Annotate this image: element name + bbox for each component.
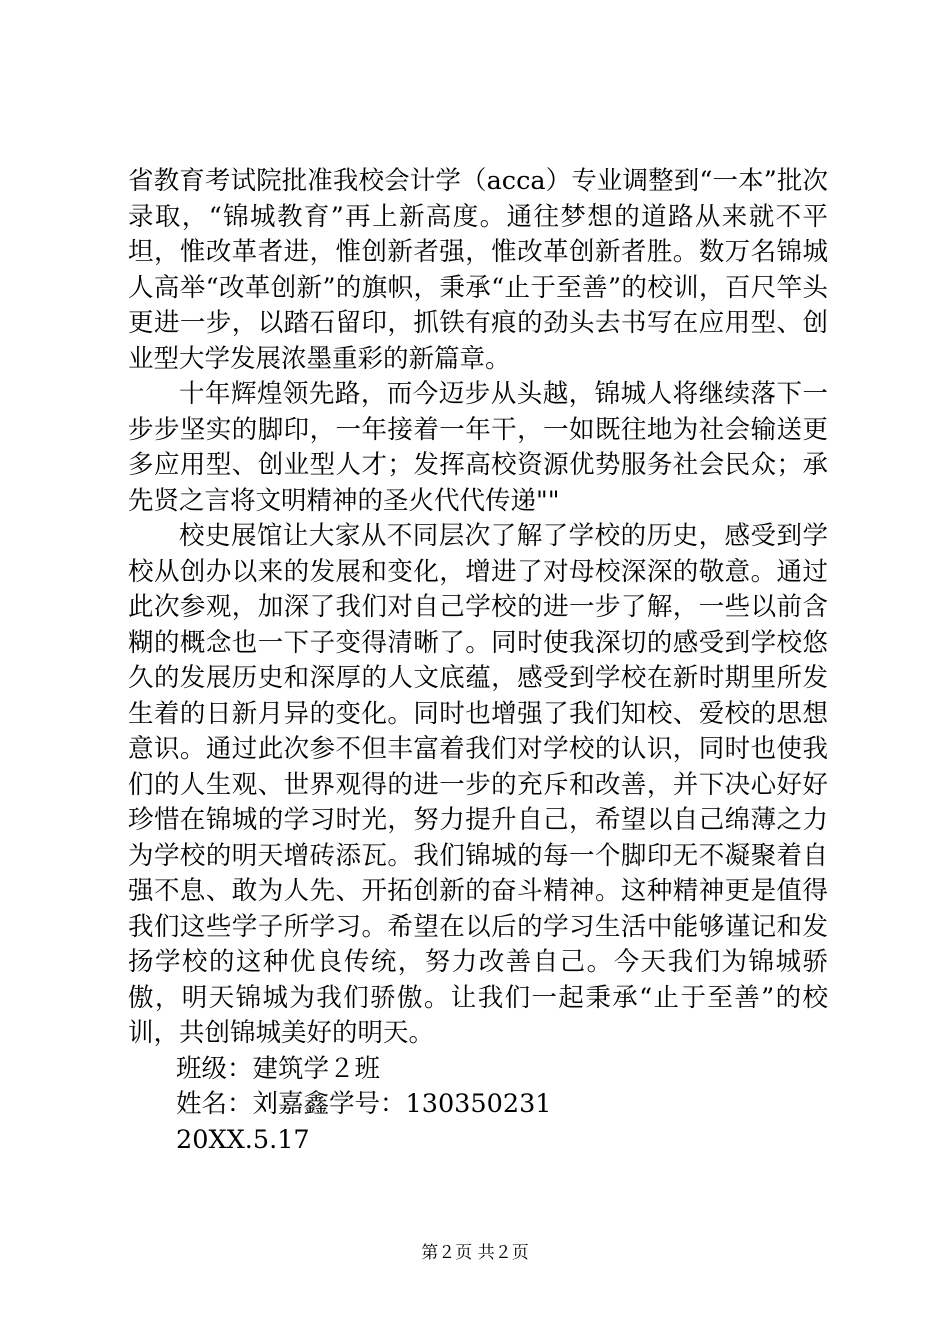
paragraph-3: 校史展馆让大家从不同层次了解了学校的历史，感受到学校从创办以来的发展和变化，增进了对母校深深的敬意。通过此次参观，加深了我们对自己学校的进一步了解，一些以前含糊的概念也一下子变得清晰了。同时使我深切的感受到学校悠久的发展历史和深厚的人文底蕴，感受到学校在新时期里所发生着的日新月异的变化。同时也增强了我们知校、爱校的思想意识。通过此次参不但丰富着我们对学校的认识，同时也使我们的人生观、世界观得的进一步的充斥和改善，并下决心好好珍惜在锦城的学习时光，努力提升自己，希望以自己绵薄之力为学校的明天增砖添瓦。我们锦城的每一个脚印无不凝聚着自强不息、敢为人先、开拓创新的奋斗精神。这种精神更是值得我们这些学子所学习。希望在以后的学习生活中能够谨记和发扬学校的这种优良传统，努力改善自己。今天我们为锦城骄傲，明天锦城为我们骄傲。让我们一起秉承“止于至善”的校训，共创锦城美好的明天。 [128, 521, 828, 1048]
paragraph-1: 省教育考试院批准我校会计学（acca）专业调整到“一本”批次录取，“锦城教育”再上新高度。通往梦想的道路从来就不平坦，惟改革者进，惟创新者强，惟改革创新者胜。数万名锦城人高举“改革创新”的旗帜，秉承“止于至善”的校训，百尺竿头更进一步，以踏石留印，抓铁有痕的劲头去书写在应用型、创业型大学发展浓墨重彩的新篇章。 [128, 166, 828, 374]
name-line: 姓名：刘嘉鑫学号：130350231 [176, 1089, 552, 1119]
paragraph-2: 十年辉煌领先路，而今迈步从头越，锦城人将继续落下一步步坚实的脚印，一年接着一年干，一如既往地为社会输送更多应用型、创业型人才；发挥高校资源优势服务社会民众；承先贤之言将文明精神的圣火代代传递"" [128, 379, 828, 516]
document-body [128, 164, 828, 1158]
class-line: 班级：建筑学２班 [176, 1053, 381, 1084]
page-footer: 第２页 共２页 [421, 1243, 529, 1263]
signature-block [128, 1052, 828, 1159]
date-line: 20XX.5.17 [176, 1124, 310, 1155]
